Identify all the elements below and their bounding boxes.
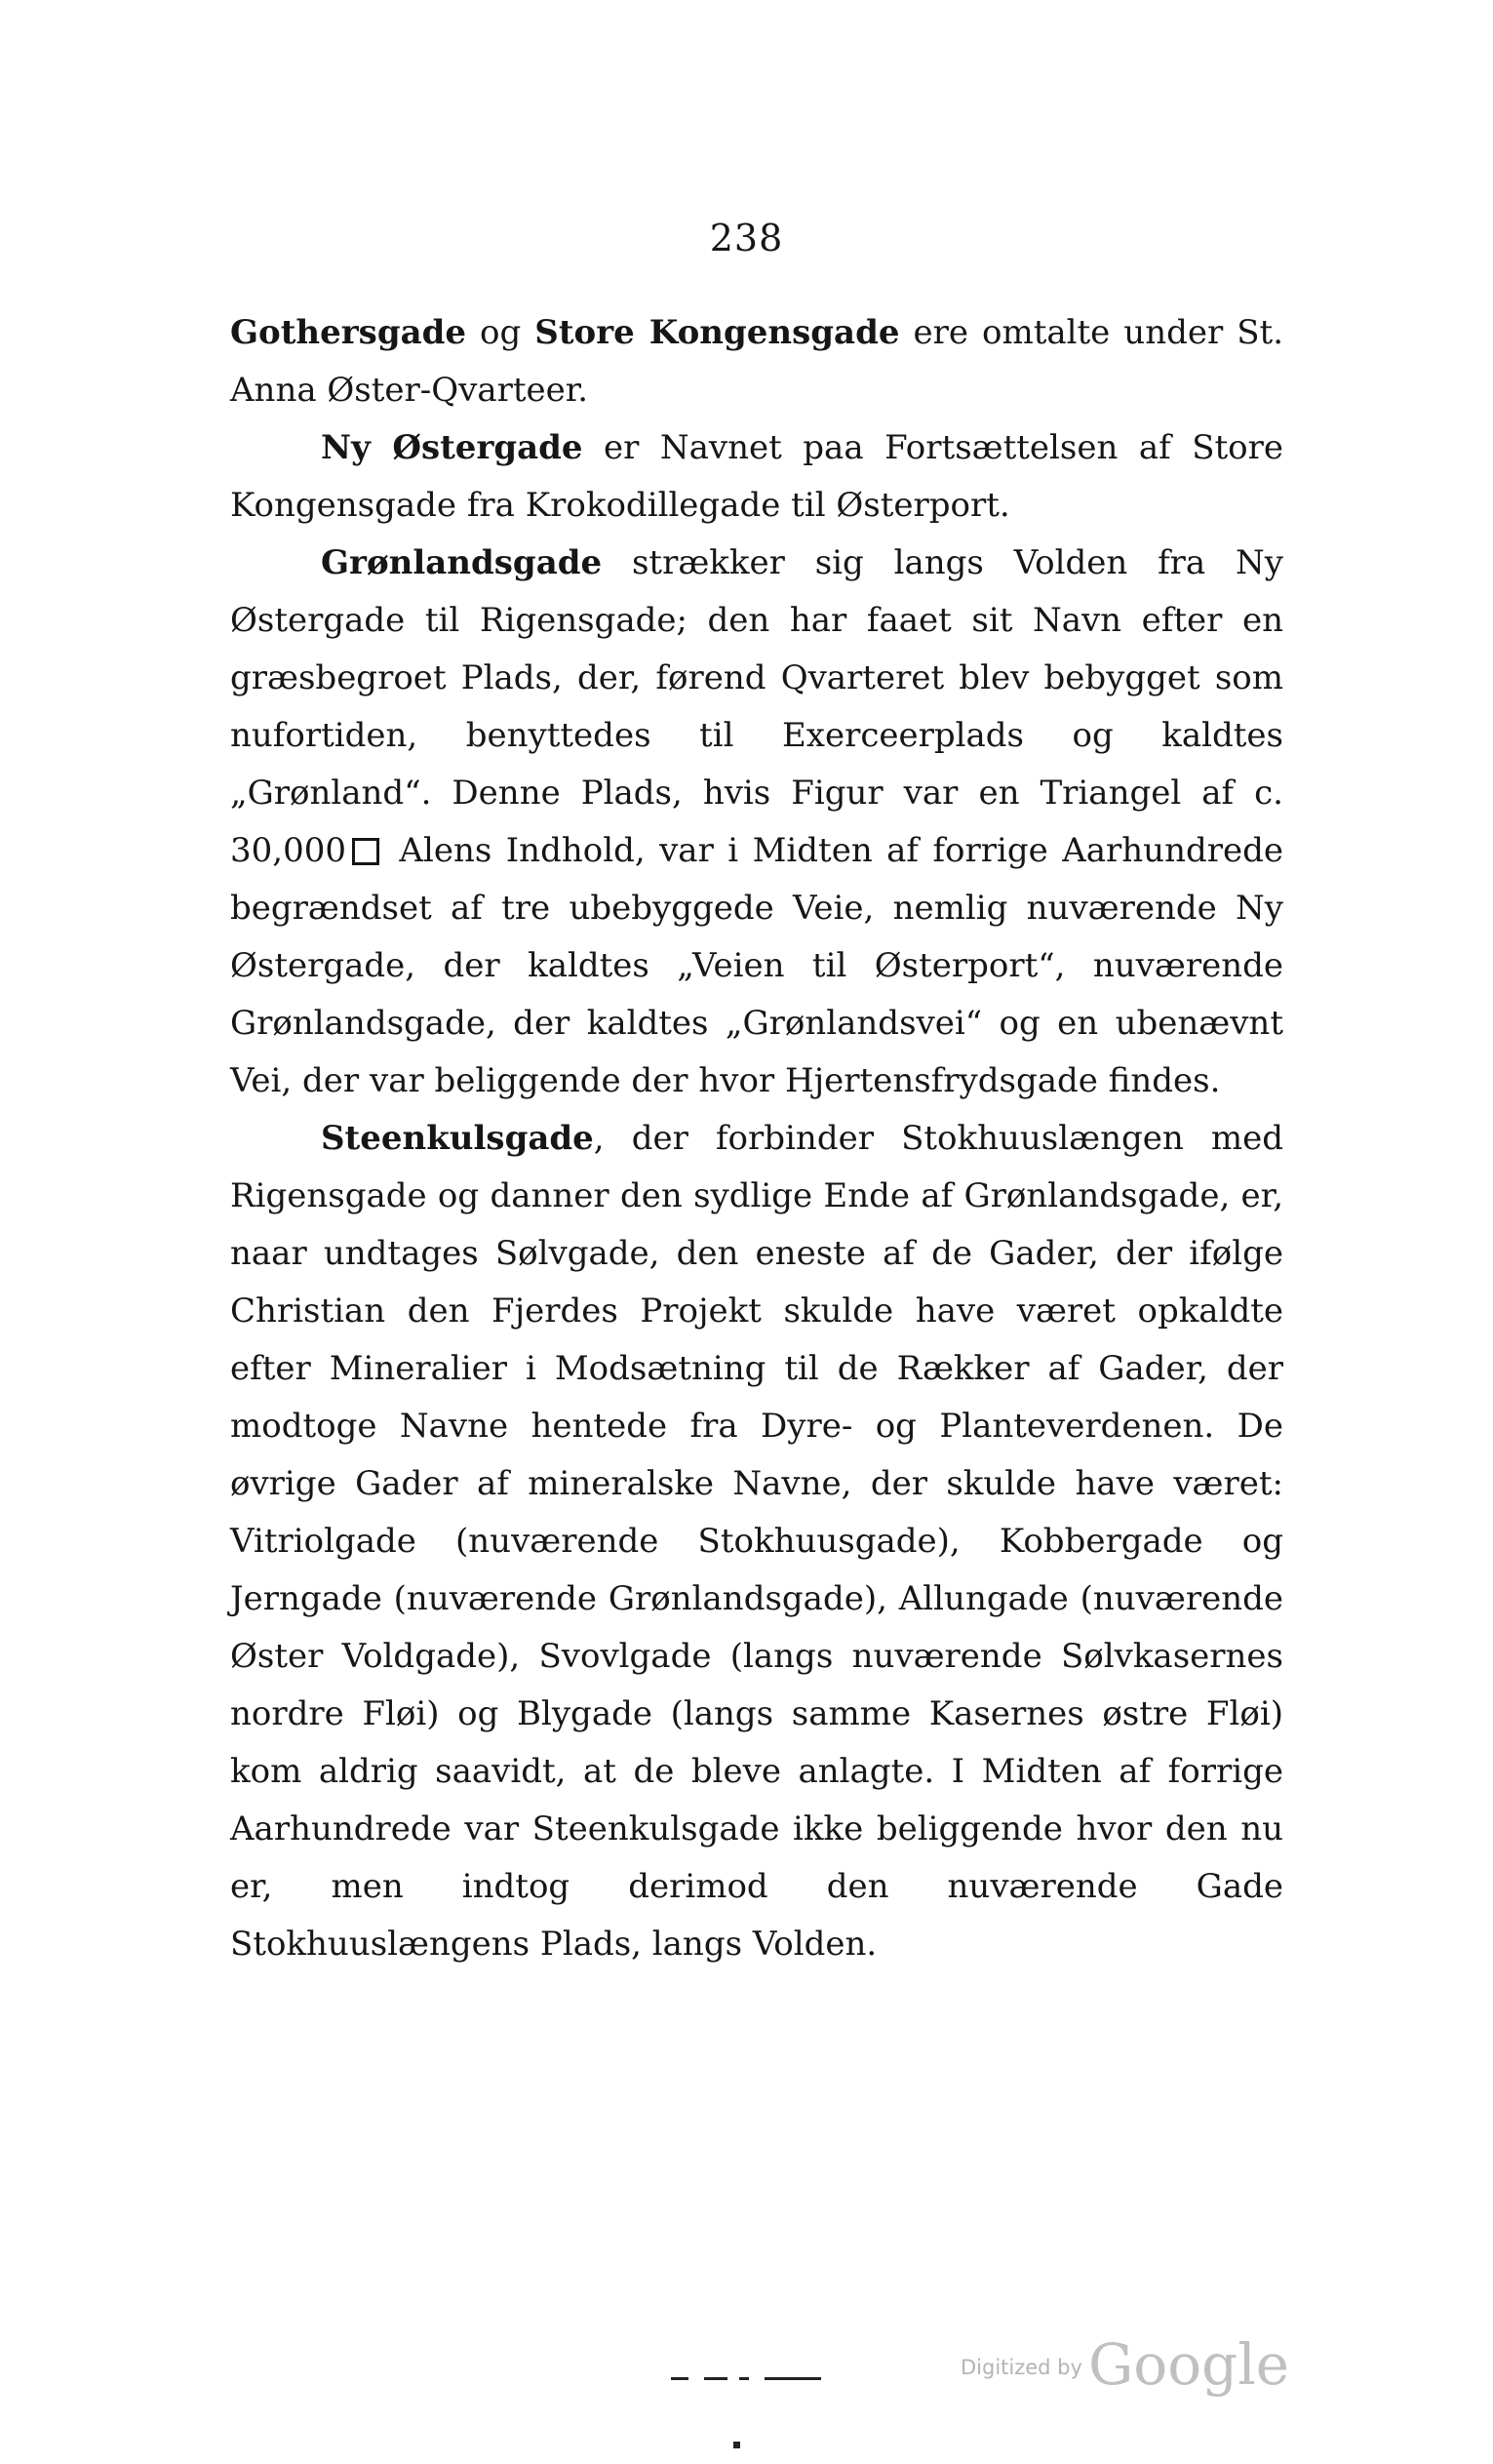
paragraph-joiner: og — [466, 313, 535, 352]
square-measure-symbol-icon — [352, 838, 379, 865]
paragraph-text-continued: Alens Indhold, var i Midten af forrige Aarhundrede begrændset af tre ubebyggede Veie, nemlig nuværende Ny Østergade, der kaldtes „Veien til Østerport“, nuværende Grønlandsgade, der kaldtes „Grønlandsvei“ og en ubenævnt Vei, der var beliggende der hvor Hjertensfrydsgade findes. — [230, 831, 1283, 1100]
street-heading-steenkulsgade: Steenkulsgade — [321, 1119, 594, 1158]
body-text — [230, 304, 1283, 1973]
paragraph-text: ere omtalte under St. Anna Øster-Qvarteer. — [230, 313, 1284, 410]
paragraph-gothersgade — [230, 304, 1283, 419]
paragraph-text: strækker sig langs Volden fra Ny Østergade til Rigensgade; den har faaet sit Navn efter en græsbegroet Plads, der, førend Qvarteret blev bebygget som nufortiden, benyttedes til Exerceerplads og kaldtes „Grønland“. Denne Plads, hvis Figur var en Triangel af c. 30,000 — [230, 543, 1283, 870]
paragraph-gronlandsgade — [230, 535, 1283, 1110]
street-heading-gothersgade: Gothersgade — [230, 313, 467, 352]
footer-rule-marks — [671, 2377, 866, 2389]
watermark-prefix: Digitized by — [961, 2356, 1082, 2379]
street-heading-store-kongensgade: Store Kongensgade — [534, 313, 900, 352]
street-heading-gronlandsgade: Grønlandsgade — [321, 543, 603, 582]
paragraph-steenkulsgade — [230, 1110, 1283, 1973]
digitized-watermark — [961, 2331, 1290, 2398]
paragraph-text: , der forbinder Stokhuuslængen med Rigensgade og danner den sydlige Ende af Grønlandsgade, er, naar undtages Sølvgade, den eneste af de Gader, der ifølge Christian den Fjerdes Projekt skulde have været opkaldte efter Mineralier i Modsætning til de Rækker af Gader, der modtoge Navne hentede fra Dyre- og Planteverdenen. De øvrige Gader af mineralske Navne, der skulde have været: Vitriolgade (nuværende Stokhuusgade), Kobbergade og Jerngade (nuværende Grønlandsgade), Allungade (nuværende Øster Voldgade), Svovlgade (langs nuværende Sølvkasernes nordre Fløi) og Blygade (langs samme Kasernes østre Fløi) kom aldrig saavidt, at de bleve anlagte. I Midten af forrige Aarhundrede var Steenkulsgade ikke beliggende hvor den nu er, men indtog derimod den nuværende Gade Stokhuuslængens Plads, langs Volden. — [230, 1119, 1283, 1964]
paragraph-ny-ostergade — [230, 419, 1283, 535]
google-logo: Google — [1087, 2331, 1290, 2398]
footer-dot — [733, 2442, 740, 2448]
street-heading-ny-ostergade: Ny Østergade — [321, 428, 583, 467]
paragraph-text: er Navnet paa Fortsættelsen af Store Kongensgade fra Krokodillegade til Østerport. — [230, 428, 1283, 525]
page-number: 238 — [709, 217, 784, 259]
